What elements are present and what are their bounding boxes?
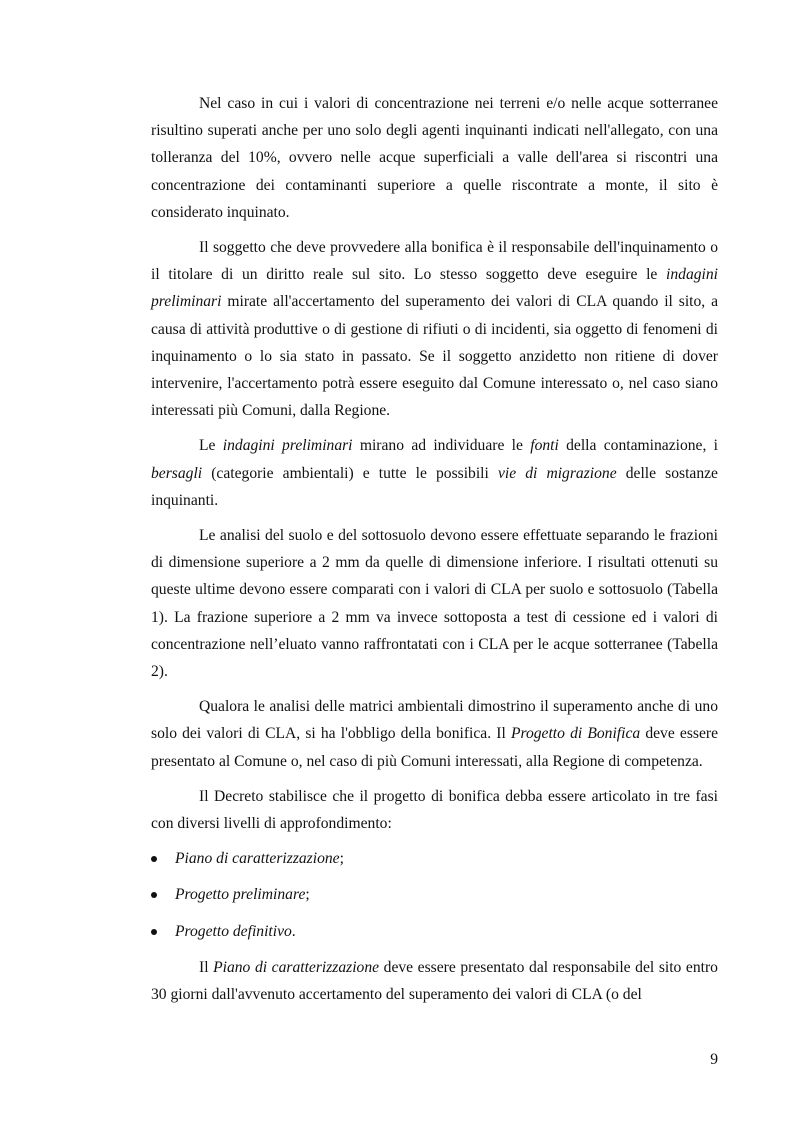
text-run: della contaminazione, i [558, 437, 719, 455]
text-run: Il soggetto che deve provvedere alla bonifica è il responsabile dell'inquinamento o il titolare di un diritto reale sul sito. Lo stesso soggetto deve eseguire le [151, 239, 718, 284]
list-item-punct: . [291, 922, 296, 940]
list-item-label: Progetto preliminare [175, 886, 306, 904]
text-run: Le [199, 437, 223, 455]
bullet-icon [151, 929, 157, 935]
list-item-label: Progetto definitivo [175, 922, 292, 940]
paragraph-1 [151, 90, 718, 226]
italic-term: indagini preliminari [222, 437, 353, 455]
text-run: Il Decreto stabilisce che il progetto di bonifica debba essere articolato in tre fasi con diversi livelli di approfondimento: [151, 787, 718, 833]
italic-term: indagini preliminari [151, 266, 718, 311]
paragraph-2 [151, 234, 718, 424]
bullet-icon [151, 856, 157, 862]
body-text [151, 90, 718, 1016]
list-item [151, 881, 718, 908]
page-number: 9 [710, 1051, 718, 1068]
italic-term: Progetto di Bonifica [510, 725, 641, 743]
paragraph-6 [151, 783, 718, 837]
list-item [151, 918, 718, 945]
italic-term: vie di migrazione [497, 464, 617, 482]
text-run: mirate all'accertamento del superamento dei valori di CLA quando il sito, a causa di attività produttive o di gestione di rifiuti o di incidenti, sia oggetto di fenomeni di inquinamento o lo sia stato in passato. Se il soggetto anzidetto non ritiene di dover intervenire, l'accertamento potrà essere eseguito dal Comune interessato o, nel caso siano interessati più Comuni, dalla Regione. [151, 293, 718, 420]
text-run: Le analisi del suolo e del sottosuolo devono essere effettuate separando le frazioni di dimensione superiore a 2 mm da quelle di dimensione inferiore. I risultati ottenuti su queste ultime devono essere comparati con i valori di CLA per suolo e sottosuolo (Tabella 1). La frazione superiore a 2 mm va invece sottoposta a test di cessione ed i valori di concentrazione nell’eluato vanno raffrontatati con i CLA per le acque sotterranee (Tabella 2). [151, 527, 718, 681]
text-run: Il [199, 958, 214, 976]
italic-term: bersagli [151, 464, 203, 482]
italic-term: fonti [530, 437, 559, 455]
paragraph-7 [151, 954, 718, 1008]
paragraph-4 [151, 522, 718, 685]
text-run: delle sostanze inquinanti. [151, 464, 718, 509]
list-item-punct: ; [339, 850, 344, 868]
list-item [151, 845, 718, 872]
text-run: Qualora le analisi delle matrici ambientali dimostrino il superamento anche di uno solo dei valori di CLA, si ha l'obbligo della bonifica. Il [151, 698, 718, 743]
bullet-icon [151, 892, 157, 898]
list-item-label: Piano di caratterizzazione [175, 850, 340, 868]
paragraph-3 [151, 432, 718, 514]
phase-list [151, 845, 718, 945]
list-item-punct: ; [305, 886, 310, 904]
text-run: (categorie ambientali) e tutte le possibili [202, 464, 498, 482]
paragraph-5 [151, 693, 718, 775]
text-run: mirano ad individuare le [352, 437, 531, 455]
italic-term: Piano di caratterizzazione [213, 958, 380, 976]
text-run: Nel caso in cui i valori di concentrazione nei terreni e/o nelle acque sotterranee risultino superati anche per uno solo degli agenti inquinanti indicati nell'allegato, con una tolleranza del 10%, ovvero nelle acque superficiali a valle dell'area si riscontri una concentrazione dei contaminanti superiore a quelle riscontrate a monte, il sito è considerato inquinato. [151, 95, 718, 221]
text-run: deve essere presentato dal responsabile del sito entro 30 giorni dall'avvenuto accertamento del superamento dei valori di CLA (o del [151, 958, 718, 1004]
text-run: deve essere presentato al Comune o, nel caso di più Comuni interessati, alla Regione di competenza. [151, 725, 719, 770]
